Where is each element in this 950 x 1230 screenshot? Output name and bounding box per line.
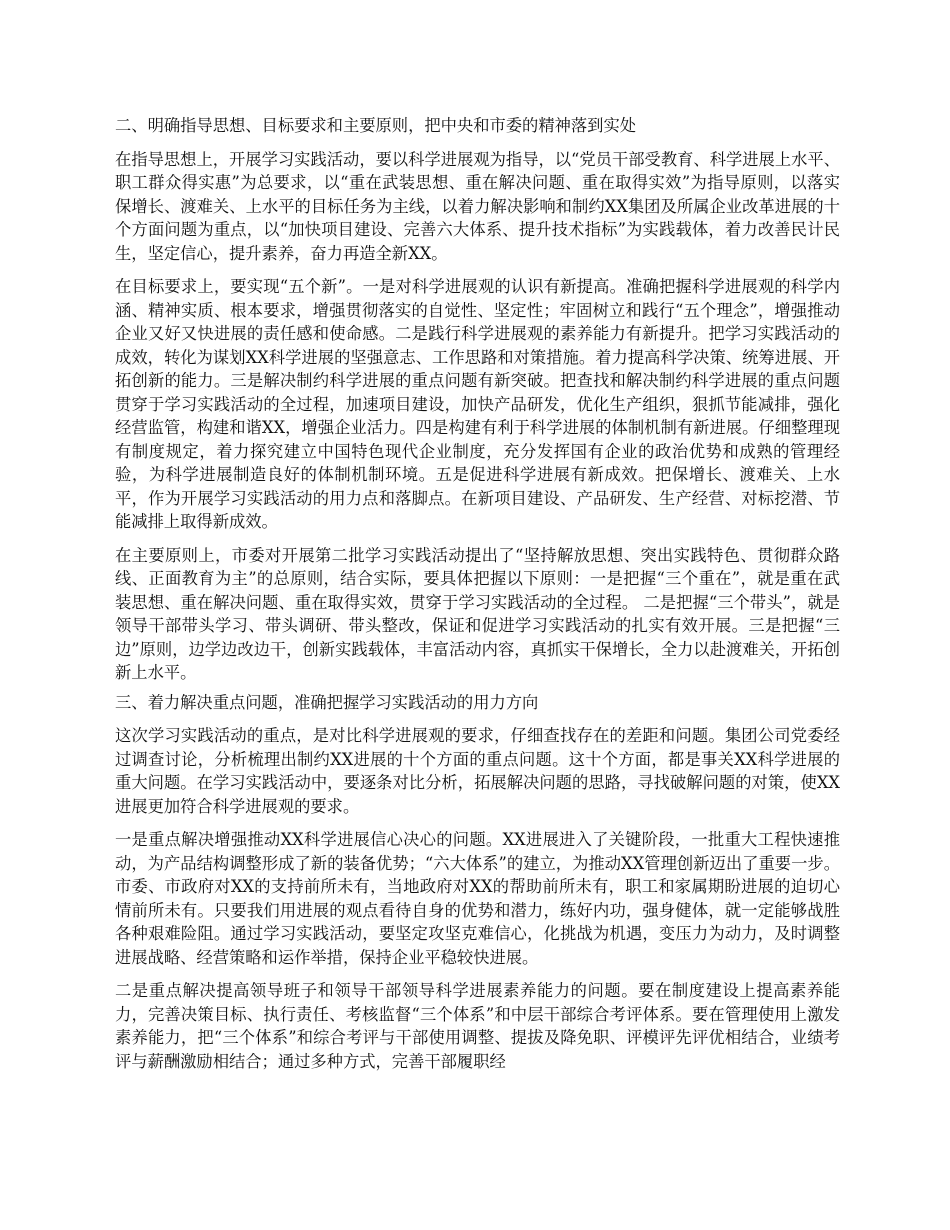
section-heading-3: 三、着力解决重点问题，准确把握学习实践活动的用力方向 — [115, 692, 539, 712]
paragraph-principles: 在主要原则上，市委对开展第二批学习实践活动提出了“坚持解放思想、突出实践特色、贯彻群众路线、正面教育为主”的总原则，结合实际，要具体把握以下原则：一是把握“三个重在”，就是重在武装思想、重在解决问题、重在取得实效，贯穿于学习实践活动的全过程。 二是把握“三个带头”，就是领导干部带头学习、带头调研、带头整改，保证和促进学习实践活动的扎实有效开展。三是把握“三边”原则，边学边改边干，创新实践载体，丰富活动内容，真抓实干保增长，全力以赴渡难关，开拓创新上水平。 — [115, 545, 840, 682]
paragraph-goals: 在目标要求上，要实现“五个新”。一是对科学进展观的认识有新提高。准确把握科学进展观的科学内涵、精神实质、根本要求，增强贯彻落实的自觉性、坚定性；牢固树立和践行“五个理念”，增强推动企业又好又快进展的责任感和使命感。二是践行科学进展观的素养能力有新提升。把学习实践活动的成效，转化为谋划XX科学进展的坚强意志、工作思路和对策措施。着力提高科学决策、统筹进展、开拓创新的能力。三是解决制约科学进展的重点问题有新突破。把查找和解决制约科学进展的重点问题贯穿于学习实践活动的全过程，加速项目建设，加快产品研发，优化生产组织，狠抓节能减排，强化经营监管，构建和谐XX，增强企业活力。四是构建有利于科学进展的体制机制有新进展。仔细整理现有制度规定，着力探究建立中国特色现代企业制度，充分发挥国有企业的政治优势和成熟的管理经验，为科学进展制造良好的体制机制环境。五是促进科学进展有新成效。把保增长、渡难关、上水平，作为开展学习实践活动的用力点和落脚点。在新项目建设、产品研发、生产经营、对标挖潜、节能减排上取得新成效。 — [115, 277, 840, 531]
paragraph-issue-two: 二是重点解决提高领导班子和领导干部领导科学进展素养能力的问题。要在制度建设上提高素养能力，完善决策目标、执行责任、考核监督“三个体系”和中层干部综合考评体系。要在管理使用上激发素养能力，把“三个体系”和综合考评与干部使用调整、提拔及降免职、评模评先评优相结合，业绩考评与薪酬激励相结合；通过多种方式，完善干部履职经 — [115, 981, 840, 1071]
section-heading-2: 二、明确指导思想、目标要求和主要原则，把中央和市委的精神落到实处 — [115, 116, 637, 135]
document-page — [115, 108, 840, 1073]
paragraph-issue-one: 一是重点解决增强推动XX科学进展信心决心的问题。XX进展进入了关键阶段，一批重大工程快速推动，为产品结构调整形成了新的装备优势；“六大体系”的建立，为推动XX管理创新迈出了重要一步。市委、市政府对XX的支持前所未有，当地政府对XX的帮助前所未有，职工和家属期盼进展的迫切心情前所未有。只要我们用进展的观点看待自身的优势和潜力，练好内功，强身健体，就一定能够战胜各种艰难险阻。通过学习实践活动，要坚定攻坚克难信心，化挑战为机遇，变压力为动力，及时调整进展战略、经营策略和运作举措，保持企业平稳较快进展。 — [115, 830, 840, 967]
paragraph-guiding-thought: 在指导思想上，开展学习实践活动，要以科学进展观为指导，以“党员干部受教育、科学进展上水平、职工群众得实惠”为总要求，以“重在武装思想、重在解决问题、重在取得实效”为指导原则，以落实保增长、渡难关、上水平的目标任务为主线，以着力解决影响和制约XX集团及所属企业改革进展的十个方面问题为重点，以“加快项目建设、完善六大体系、提升技术指标”为实践载体，着力改善民计民生，坚定信心，提升素养，奋力再造全新XX。 — [115, 149, 840, 263]
paragraph-key-issues: 这次学习实践活动的重点，是对比科学进展观的要求，仔细查找存在的差距和问题。集团公司党委经过调查讨论，分析梳理出制约XX进展的十个方面的重点问题。这十个方面，都是事关XX科学进展的重大问题。在学习实践活动中，要逐条对比分析，拓展解决问题的思路，寻找破解问题的对策，使XX进展更加符合科学进展观的要求。 — [115, 726, 840, 816]
